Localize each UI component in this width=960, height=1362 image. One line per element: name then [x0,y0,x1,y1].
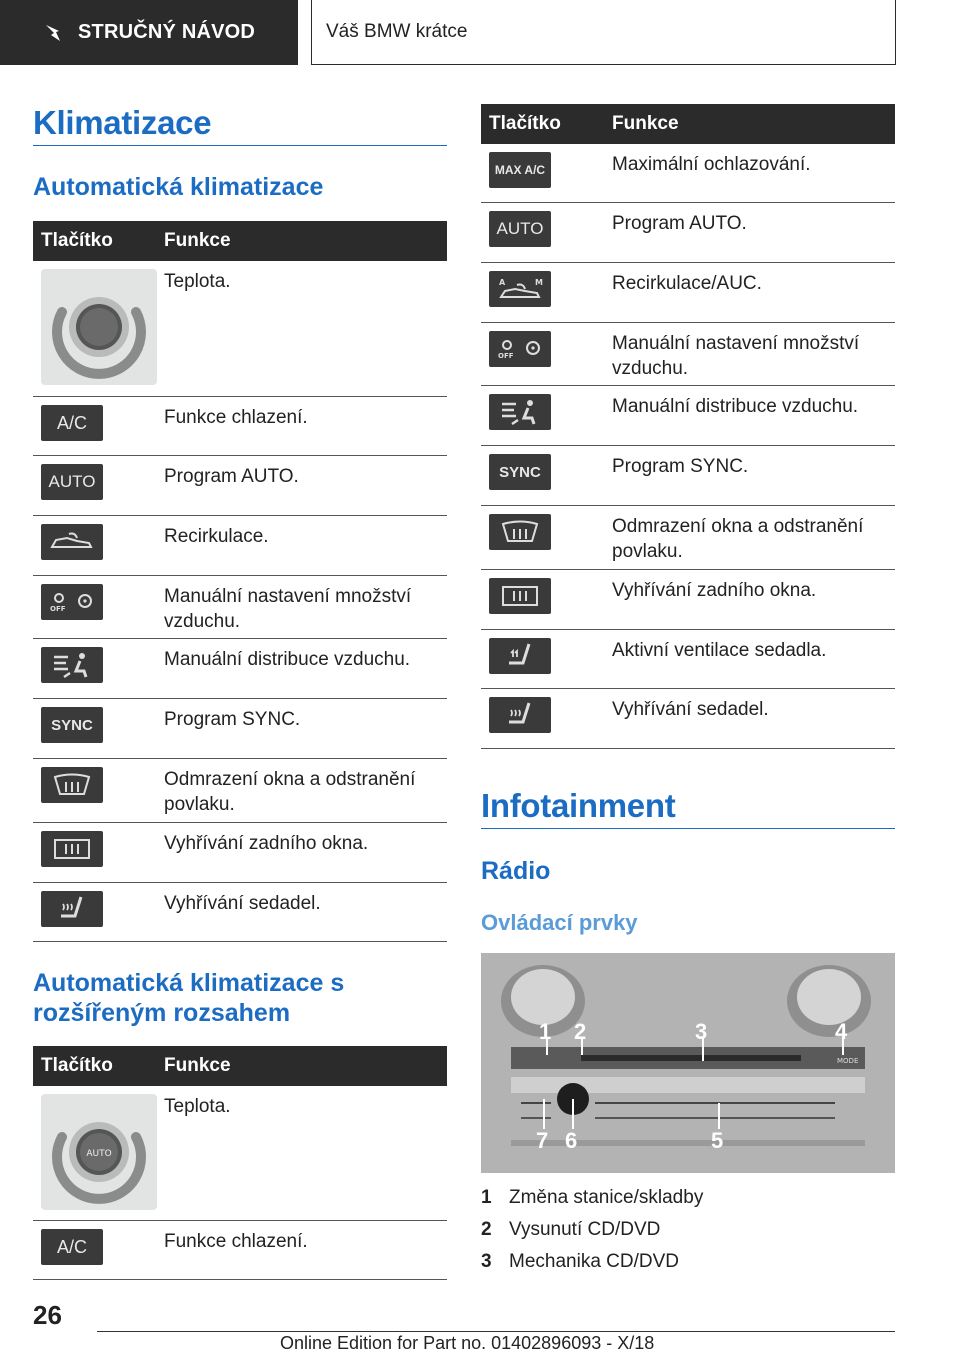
row-text: Teplota. [164,1096,231,1117]
col-header-function: Funkce [164,1055,231,1076]
table-row [33,1086,447,1221]
table-row [481,203,895,263]
row-text: Funkce chlazení. [164,407,308,428]
header-section-tab [0,0,298,65]
row-text: Manuální distribuce vzduchu. [164,649,411,670]
col-header-button: Tlačítko [41,230,113,251]
seat-heating-icon [41,891,103,927]
max-ac-button-icon: MAX A/C [489,152,551,188]
temperature-knob-icon [41,269,157,385]
rear-window-heat-icon [41,831,103,867]
col-header-function: Funkce [612,113,679,134]
list-item: 1 Změna stanice/skladby [481,1187,704,1208]
sync-button-icon: SYNC [489,454,551,490]
row-text: Manuální distribuce vzduchu. [612,396,859,417]
table-row [33,699,447,759]
svg-text:OFF: OFF [498,352,514,360]
defrost-windshield-icon [489,514,551,550]
list-item: 3 Mechanika CD/DVD [481,1251,679,1272]
table-header [481,104,895,144]
footer-edition: Online Edition for Part no. 01402896093 - X/18 [280,1333,655,1353]
row-text: Funkce chlazení. [164,1231,308,1252]
row-text: Vyhřívání zadního okna. [612,580,817,601]
svg-text:AUTO: AUTO [86,1149,112,1159]
header-section-label: STRUČNÝ NÁVOD [78,21,256,43]
svg-text:6: 6 [565,1128,578,1153]
row-text: Recirkulace. [164,526,269,547]
table-row [481,506,895,570]
footer-rule [97,1331,895,1332]
table-row [33,759,447,823]
col-header-function: Funkce [164,230,231,251]
climate-table-3 [481,104,895,749]
recirculation-auc-icon [489,271,551,307]
rear-window-heat-icon [489,578,551,614]
air-distribution-icon [489,394,551,430]
row-text: Maximální ochlazování. [612,154,811,175]
title-rule [33,145,447,146]
subtitle-radio: Rádio [481,857,551,885]
table-row [33,516,447,576]
temperature-knob-auto-icon [41,1094,157,1210]
svg-text:M: M [535,278,543,287]
ac-button-icon: A/C [41,405,103,441]
table-row [481,570,895,630]
subtitle-auto-climate: Automatická klimatizace [33,173,324,201]
table-row [481,630,895,689]
recirculation-icon [41,524,103,560]
svg-text:3: 3 [695,1019,708,1044]
table-row [33,261,447,397]
table-row [33,823,447,883]
svg-text:OFF: OFF [50,605,66,613]
defrost-windshield-icon [41,767,103,803]
row-text: Program SYNC. [164,709,301,730]
row-text: Aktivní ventilace sedadla. [612,640,827,661]
seat-ventilation-icon [489,638,551,674]
table-row [481,689,895,749]
table-row [481,386,895,446]
section-title-klimatizace: Klimatizace [33,104,212,141]
col-header-button: Tlačítko [41,1055,113,1076]
row-text: Vyhřívání sedadel. [164,893,321,914]
seat-heating-icon [489,697,551,733]
table-row [481,263,895,323]
subsubtitle-controls: Ovládací prvky [481,910,638,935]
page-number: 26 [33,1300,62,1330]
list-item: 2 Vysunutí CD/DVD [481,1219,661,1240]
row-text: Odmrazení okna a odstranění povlaku. [612,516,864,562]
sync-button-icon: SYNC [41,707,103,743]
svg-text:2: 2 [574,1019,587,1044]
table-row [33,639,447,699]
table-row [481,323,895,386]
radio-controls-image [481,953,895,1173]
table-row [33,1221,447,1280]
row-text: Program SYNC. [612,456,749,477]
row-text: Program AUTO. [612,213,747,234]
row-text: Manuální nastavení množství vzduchu. [164,586,412,632]
title-rule [481,828,895,829]
col-header-button: Tlačítko [489,113,561,134]
svg-text:1: 1 [539,1019,552,1044]
table-row [33,456,447,516]
row-text: Odmrazení okna a odstranění povlaku. [164,769,416,815]
row-text: Recirkulace/AUC. [612,273,762,294]
svg-text:5: 5 [711,1128,724,1153]
header-chapter [311,0,896,65]
row-text: Vyhřívání sedadel. [612,699,769,720]
climate-table-1 [33,221,447,942]
header-chapter-label: Váš BMW krátce [326,21,468,42]
table-header [33,1046,447,1086]
air-distribution-icon [41,647,103,683]
svg-text:A: A [499,278,506,287]
svg-text:MODE: MODE [837,1057,859,1065]
fan-off-icon [489,331,551,367]
climate-table-2 [33,1046,447,1280]
fan-off-icon [41,584,103,620]
svg-text:7: 7 [536,1128,549,1153]
table-row [481,144,895,203]
row-text: Vyhřívání zadního okna. [164,833,369,854]
table-row [33,576,447,639]
auto-button-icon: AUTO [41,464,103,500]
table-row [33,397,447,456]
radio-legend-list [481,1182,895,1278]
row-text: Teplota. [164,271,231,292]
row-text: Program AUTO. [164,466,299,487]
table-row [33,883,447,942]
table-header [33,221,447,261]
ac-button-icon: A/C [41,1229,103,1265]
subtitle-extended-climate: Automatická klimatizace s rozšířeným rozsahem [33,969,345,1027]
svg-text:4: 4 [835,1019,848,1044]
quick-guide-icon [44,23,64,43]
auto-button-icon: AUTO [489,211,551,247]
section-title-infotainment: Infotainment [481,787,676,824]
row-text: Manuální nastavení množství vzduchu. [612,333,860,379]
table-row [481,446,895,506]
